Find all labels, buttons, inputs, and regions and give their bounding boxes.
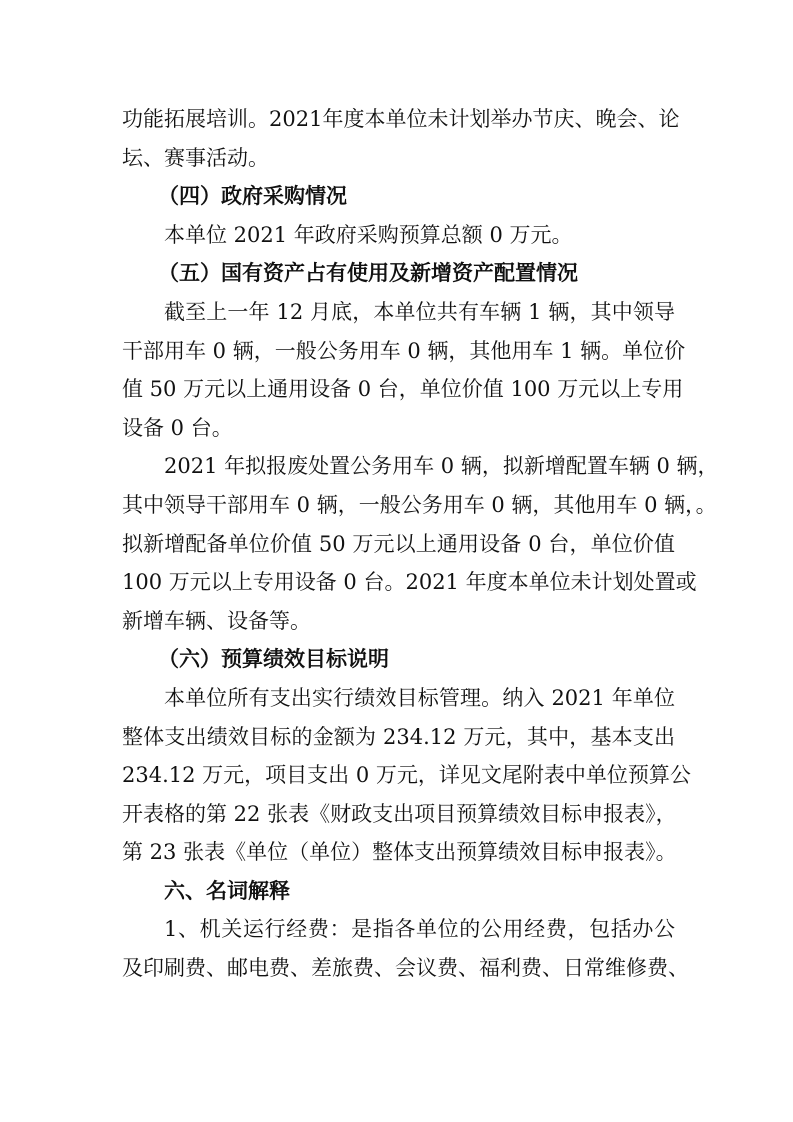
paragraph-line: 坛、赛事活动。 [122, 145, 269, 170]
paragraph-line: 234.12 万元，项目支出 0 万元，详见文尾附表中单位预算公 [122, 763, 691, 788]
paragraph-line: 第 23 张表《单位（单位）整体支出预算绩效目标申报表》。 [122, 840, 677, 865]
paragraph-line: 100 万元以上专用设备 0 台。2021 年度本单位未计划处置或 [122, 570, 697, 595]
paragraph-line: 及印刷费、邮电费、差旅费、会议费、福利费、日常维修费、 [122, 956, 689, 981]
chapter-heading: 六、名词解释 [164, 878, 290, 903]
paragraph-line: 本单位 2021 年政府采购预算总额 0 万元。 [164, 222, 573, 247]
paragraph-line: 设备 0 台。 [122, 415, 233, 440]
paragraph-line: 本单位所有支出实行绩效目标管理。纳入 2021 年单位 [164, 685, 675, 710]
paragraph-line: 开表格的第 22 张表《财政支出项目预算绩效目标申报表》， [122, 801, 677, 826]
paragraph-line: 值 50 万元以上通用设备 0 台，单位价值 100 万元以上专用 [122, 377, 684, 402]
section-heading: （六）预算绩效目标说明 [158, 647, 389, 672]
paragraph-line: 新增车辆、设备等。 [122, 608, 311, 633]
paragraph-line: 干部用车 0 辆，一般公务用车 0 辆，其他用车 1 辆。单位价 [122, 338, 686, 363]
document-page [122, 100, 719, 988]
paragraph-line: 截至上一年 12 月底，本单位共有车辆 1 辆，其中领导 [164, 299, 675, 324]
paragraph-line: 整体支出绩效目标的金额为 234.12 万元，其中，基本支出 [122, 724, 675, 749]
paragraph-line: 功能拓展培训。2021年度本单位未计划举办节庆、晚会、论 [122, 107, 680, 131]
paragraph-line: 其中领导干部用车 0 辆，一般公务用车 0 辆，其他用车 0 辆，。 [122, 492, 717, 517]
paragraph-line: 拟新增配备单位价值 50 万元以上通用设备 0 台，单位价值 [122, 531, 675, 556]
paragraph-line: 1、机关运行经费：是指各单位的公用经费，包括办公 [164, 917, 675, 942]
paragraph-line: 2021 年拟报废处置公务用车 0 辆，拟新增配置车辆 0 辆， [164, 454, 719, 479]
section-heading: （五）国有资产占有使用及新增资产配置情况 [158, 261, 578, 286]
section-heading: （四）政府采购情况 [158, 184, 347, 209]
